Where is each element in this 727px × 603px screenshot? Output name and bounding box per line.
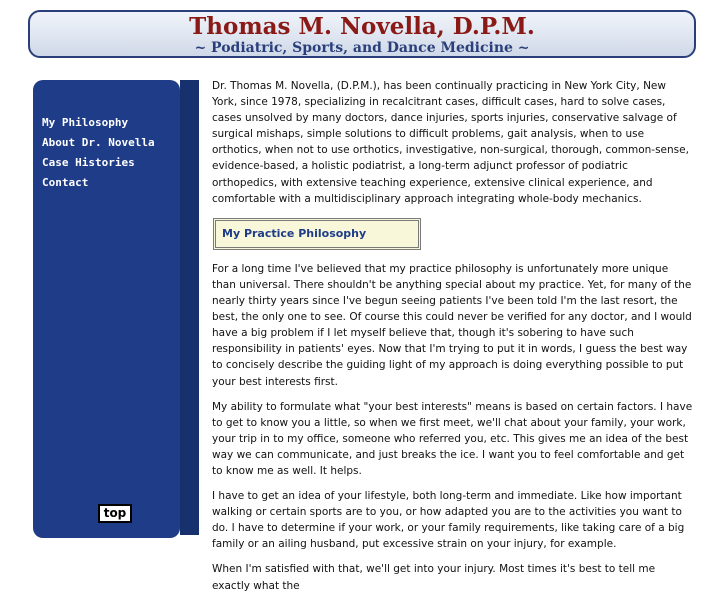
intro-paragraph: Dr. Thomas M. Novella, (D.P.M.), has been continually practicing in New York City, New York, since 1978, specializing in recalcitrant cases, difficult cases, hard to solve cases, cases unsolved by many doctors, dance injuries, sports injuries, conservative salvage of surgical mishaps, simple solutions to difficult problems, gait analysis, when to use orthotics, when not to use orthotics, investigative, non-surgical, thorough, common-sense, evidence-based, a holistic podiatrist, a long-term adjunct professor of podiatric orthopedics, with extensive teaching experience, extensive clinical experience, and comfortable with a multidisciplinary approach integrating whole-body mechanics.	[212, 80, 689, 205]
nav-link-case-histories[interactable]: Case Histories	[42, 156, 135, 169]
nav-link-my-philosophy[interactable]: My Philosophy	[42, 116, 129, 129]
site-header	[28, 10, 696, 58]
main-content	[212, 78, 694, 603]
sidebar-nav	[42, 113, 155, 193]
body-paragraph: My ability to formulate what "your best interests" means is based on certain factors. I have to get to know you a little, so when we first meet, we'll chat about your family, your work, your trip in to my office, someone who referred you, etc. This gives me an idea of the best way we can communicate, and just breaks the ice. I want you to feel comfortable and get to know me as well. It helps.	[212, 400, 693, 477]
section-heading: My Practice Philosophy	[213, 218, 421, 250]
sidebar-edge	[180, 80, 199, 535]
sidebar	[33, 80, 180, 538]
nav-link-contact[interactable]: Contact	[42, 176, 89, 189]
site-title: Thomas M. Novella, D.P.M.	[189, 13, 535, 40]
site-subtitle: ~ Podiatric, Sports, and Dance Medicine ~	[194, 40, 530, 56]
body-paragraph: When I'm satisfied with that, we'll get into your injury. Most times it's best to tell me exactly what the	[212, 563, 656, 592]
nav-link-about[interactable]: About Dr. Novella	[42, 136, 155, 149]
body-paragraph: For a long time I've believed that my practice philosophy is unfortunately more unique than universal. There shouldn't be anything special about my practice. Yet, for many of the nearly thirty years since I've begun seeing patients I've been told I'm the last resort, the best, the only one to see. Of course this could never be verified for any doctor, and I would have a big problem if I let myself believe that, though it's sobering to have such responsibility in patients' eyes. Now that I'm trying to put it in words, I guess the best way to concisely describe the guiding light of my approach is doing everything possible to put your best interests first.	[212, 262, 692, 388]
back-to-top-button[interactable]: top	[98, 504, 132, 523]
body-paragraph: I have to get an idea of your lifestyle, both long-term and immediate. Like how important walking or certain sports are to you, or how adapted you are to the activities you want to do. I have to determine if your work, or your family requirements, like taking care of a big family or an ailing husband, put excessive strain on your injury, for example.	[212, 490, 685, 551]
